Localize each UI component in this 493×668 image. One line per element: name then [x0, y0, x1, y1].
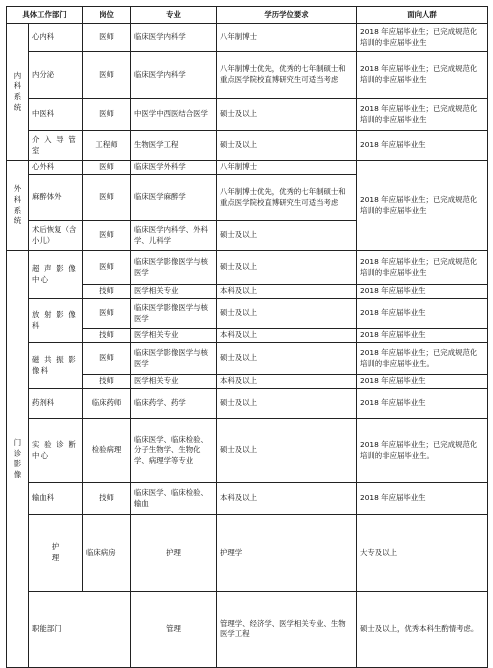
major-cell: 医学相关专业: [131, 375, 217, 389]
post-cell: 医师: [83, 161, 131, 175]
education-cell: 硕士及以上: [217, 251, 357, 285]
major-cell: 护理学: [217, 515, 357, 592]
subdept-cath-lab: 介 入 导 管 室: [29, 131, 83, 161]
table-row: [7, 299, 488, 329]
post-cell: 临床药师: [83, 389, 131, 419]
audience-cell: 2018 年应届毕业生: [357, 329, 488, 343]
post-cell: 技师: [83, 375, 131, 389]
education-cell: 大专及以上: [357, 515, 488, 592]
major-cell: 临床医学内科学: [131, 52, 217, 99]
audience-cell: 2018 年应届毕业生；已完成规范化培训的非应届毕业生。: [357, 343, 488, 375]
major-cell: 临床医学麻醉学: [131, 175, 217, 221]
post-cell: 医师: [83, 24, 131, 52]
major-cell: 临床医学影像医学与核医学: [131, 299, 217, 329]
table-row: [7, 419, 488, 483]
post-cell: 技师: [83, 285, 131, 299]
post-cell: 技师: [83, 483, 131, 515]
table-row: [7, 343, 488, 375]
table-row: [7, 161, 488, 175]
major-cell: 中医学中西医结合医学: [131, 99, 217, 131]
education-cell: 硕士及以上: [217, 221, 357, 251]
subdept-pharmacy: 药剂科: [29, 389, 83, 419]
header-major: 专业: [131, 7, 217, 24]
education-cell: 八年制博士: [217, 161, 357, 175]
audience-cell: 2018 年应届毕业生: [357, 389, 488, 419]
table-header-row: [7, 7, 488, 24]
education-cell: 本科及以上: [217, 375, 357, 389]
group-nursing: 护 理: [29, 515, 83, 592]
post-cell: 医师: [83, 343, 131, 375]
table-row: [7, 591, 488, 668]
post-cell: 工程师: [83, 131, 131, 161]
major-cell: 临床药学、药学: [131, 389, 217, 419]
audience-cell: 2018 年应届毕业生；已完成规范化培训的非应届毕业生: [357, 24, 488, 52]
subdept-cardiac-surgery: 心外科: [29, 161, 83, 175]
post-cell: 医师: [83, 251, 131, 285]
group-administrative: 职能部门: [29, 591, 131, 668]
recruitment-table: [6, 6, 488, 668]
post-cell: 医师: [83, 175, 131, 221]
major-cell: 临床医学影像医学与核医学: [131, 343, 217, 375]
subdept-endocrinology: 内分泌: [29, 52, 83, 99]
post-cell: 护理: [131, 515, 217, 592]
subdept-transfusion: 输血科: [29, 483, 83, 515]
major-cell: 管理学、经济学、医学相关专业、生物医学工程: [217, 591, 357, 668]
audience-cell: 2018 年应届毕业生；已完成规范化培训的非应届毕业生: [357, 52, 488, 99]
education-cell: 八年制博士优先，优秀的七年制硕士和重点医学院校直博研究生可适当考虑: [217, 52, 357, 99]
table-row: [7, 99, 488, 131]
education-cell: 本科及以上: [217, 329, 357, 343]
header-post: 岗位: [83, 7, 131, 24]
subdept-postop-recovery: 术后恢复（含小儿）: [29, 221, 83, 251]
education-cell: 硕士及以上: [217, 419, 357, 483]
education-cell: 硕士及以上: [217, 299, 357, 329]
group-surgery: 外 科 系 统: [7, 161, 29, 251]
header-education: 学历学位要求: [217, 7, 357, 24]
subdept-anesthesia: 麻醉体外: [29, 175, 83, 221]
post-cell: 医师: [83, 52, 131, 99]
audience-cell: 2018 年应届毕业生；已完成规范化培训的非应届毕业生: [357, 99, 488, 131]
audience-cell: 2018 年应届毕业生: [357, 483, 488, 515]
subdept-tcm: 中医科: [29, 99, 83, 131]
major-cell: 临床医学外科学: [131, 161, 217, 175]
subdept-radiology: 放 射 影 像 科: [29, 299, 83, 343]
education-cell: 硕士及以上: [217, 343, 357, 375]
table-row: [7, 251, 488, 285]
subdept-ultrasound: 超 声 影 像 中心: [29, 251, 83, 299]
audience-cell: 2018 年应届毕业生；已完成规范化培训的非应届毕业生。: [357, 419, 488, 483]
education-cell: 八年制博士优先，优秀的七年制硕士和重点医学院校直博研究生可适当考虑: [217, 175, 357, 221]
education-cell: 硕士及以上: [217, 131, 357, 161]
audience-cell: 2018 年应届毕业生: [357, 131, 488, 161]
table-row: [7, 483, 488, 515]
major-cell: 医学相关专业: [131, 329, 217, 343]
major-cell: 临床医学、临床检验、输血: [131, 483, 217, 515]
group-outpatient-imaging: 门 诊 影 像: [7, 251, 29, 668]
post-cell: 检验病理: [83, 419, 131, 483]
table-row: [7, 24, 488, 52]
major-cell: 临床医学内科学: [131, 24, 217, 52]
education-cell: 八年制博士: [217, 24, 357, 52]
major-cell: 临床医学内科学、外科学、儿科学: [131, 221, 217, 251]
table-row: [7, 131, 488, 161]
post-cell: 管理: [131, 591, 217, 668]
subdept-lab-diagnosis: 实 验 诊 断 中心: [29, 419, 83, 483]
subdept-mri: 磁 共 振 影 像科: [29, 343, 83, 389]
table-row: [7, 389, 488, 419]
post-cell: 医师: [83, 299, 131, 329]
table-row: [7, 515, 488, 592]
education-cell: 本科及以上: [217, 483, 357, 515]
post-cell: 医师: [83, 221, 131, 251]
header-dept: 具体工作部门: [7, 7, 83, 24]
audience-cell: 2018 年应届毕业生；已完成规范化培训的非应届毕业生: [357, 161, 488, 251]
major-cell: 生物医学工程: [131, 131, 217, 161]
audience-cell: 2018 年应届毕业生: [357, 299, 488, 329]
subdept-cardiology: 心内科: [29, 24, 83, 52]
education-cell: 硕士及以上: [217, 389, 357, 419]
post-cell: 医师: [83, 99, 131, 131]
education-cell: 本科及以上: [217, 285, 357, 299]
major-cell: 临床医学、临床检验、分子生物学、生物化学、病理学等专业: [131, 419, 217, 483]
header-audience: 面向人群: [357, 7, 488, 24]
audience-cell: 2018 年应届毕业生: [357, 375, 488, 389]
audience-cell: 2018 年应届毕业生；已完成规范化培训的非应届毕业生: [357, 251, 488, 285]
major-cell: 医学相关专业: [131, 285, 217, 299]
group-internal-medicine: 内 科 系 统: [7, 24, 29, 161]
major-cell: 临床医学影像医学与核医学: [131, 251, 217, 285]
subdept-clinical-ward: 临床病房: [83, 515, 131, 592]
table-row: [7, 52, 488, 99]
post-cell: 技师: [83, 329, 131, 343]
audience-cell: 2018 年应届毕业生: [357, 285, 488, 299]
education-cell: 硕士及以上: [217, 99, 357, 131]
education-cell: 硕士及以上，优秀本科生酌情考虑。: [357, 591, 488, 668]
